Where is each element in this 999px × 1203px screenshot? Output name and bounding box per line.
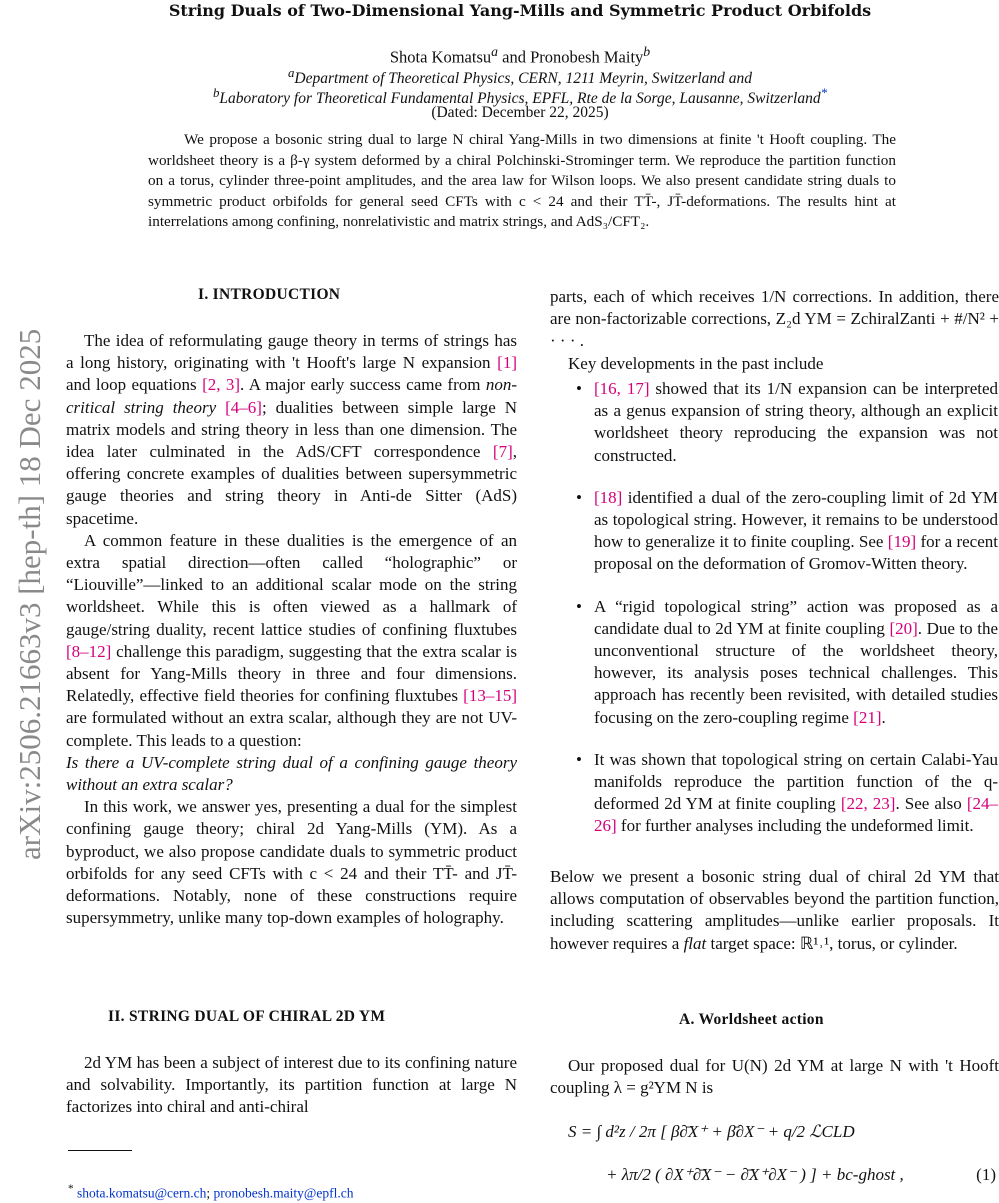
bullet-icon: • — [576, 749, 582, 769]
emphasis: flat — [683, 933, 707, 953]
right-column-below — [550, 866, 999, 955]
list-item: • [16, 17] showed that its 1/N expansion can be interpreted as a genus expansion of string theory, although an explicit worldsheet theory reproducing the expansion was not constructed. — [576, 379, 999, 465]
bullet-icon: • — [576, 487, 582, 507]
right-column-top — [550, 286, 999, 375]
equation-number: (1) — [976, 1165, 996, 1184]
paragraph: The idea of reformulating gauge theory in terms of strings has a long history, originating with 't Hooft's large N expansion [1] and loop equations [2, 3]. A major early success came from non-critical string theory [4–6]; dualities between simple large N matrix models and string theory in less than one dimension. The idea later culminated in the AdS/CFT correspondence [7], offering concrete examples of dualities between supersymmetric gauge theories and string theory in Anti-de Sitter (AdS) spacetime. — [66, 331, 517, 528]
affil-mark: a — [491, 44, 498, 59]
citation-link[interactable]: [18] — [594, 487, 623, 507]
citation-link[interactable]: [22, 23] — [840, 794, 896, 814]
bullet-list — [576, 378, 998, 858]
paragraph: 2d YM has been a subject of interest due to its confining nature and solvability. Importantly, its partition function at large N factorizes into chiral and anti-chiral — [66, 1053, 517, 1117]
equation-line: S = ∫ d²z / 2π [ β∂̄X⁺ + β̄∂X⁻ + q/2 ℒCLD — [568, 1122, 855, 1141]
author-and: and — [502, 47, 526, 67]
list-item: • [18] identified a dual of the zero-coupling limit of 2d YM as topological string. However, it remains to be understood how to generalize it to finite coupling. See [19] for a recent proposal on the deformation of Gromov-Witten theory. — [576, 487, 998, 574]
affiliation-text: Department of Theoretical Physics, CERN, 1211 Meyrin, Switzerland and — [294, 70, 753, 88]
citation-link[interactable]: [21] — [853, 707, 882, 727]
abstract: We propose a bosonic string dual to large N chiral Yang-Mills in two dimensions at finite 't Hooft coupling. The worldsheet theory is a β-γ system deformed by a chiral Polchinski-Strominger term. We reproduce the partition function on a torus, cylinder three-point amplitudes, and the area law for Wilson loops. We also present candidate string duals to symmetric product orbifolds for general seed CFTs with c < 24 and their TT̄-, JT̄-deformations. The results hint at interrelations among confining, nonrelativistic and matrix strings, and AdS₃/CFT₂. — [148, 131, 896, 230]
paragraph: Our proposed dual for U(N) 2d YM at large N with 't Hooft coupling λ = g²YM N is — [550, 1056, 999, 1098]
footnote-rule — [68, 1150, 132, 1151]
citation-link[interactable]: [2, 3] — [202, 375, 241, 395]
bullet-icon: • — [576, 596, 582, 616]
left-column-section2 — [66, 1052, 517, 1119]
left-column — [66, 330, 517, 929]
equation-line: + λπ/2 ( ∂X⁺∂̄X⁻ − ∂̄X⁺∂X⁻ ) ] + bc-ghost , — [606, 1165, 904, 1184]
paragraph: Below we present a bosonic string dual of chiral 2d YM that allows computation of observables beyond the partition function, including scattering amplitudes—unlike earlier proposals. It however requires a flat target space: ℝ¹˒¹, torus, or cylinder. — [550, 867, 999, 953]
list-item: • A “rigid topological string” action was proposed as a candidate dual to 2d YM at finite coupling [20]. Due to the unconventional structure of the worldsheet theory, however, its analysis poses technical challenges. This approach has recently been revisited, with detailed studies focusing on the zero-coupling regime [21]. — [576, 596, 998, 727]
footnote-star-link[interactable]: * — [820, 85, 828, 100]
author-name: Shota Komatsu — [389, 47, 492, 67]
bullet-icon: • — [576, 379, 582, 398]
citation-link[interactable]: [4–6] — [225, 397, 262, 417]
citation-link[interactable]: [20] — [889, 618, 918, 638]
citation-link[interactable]: [1] — [497, 353, 517, 373]
affil-mark: b — [643, 44, 651, 59]
footnote-star: * — [68, 1183, 74, 1195]
section-heading: II. STRING DUAL OF CHIRAL 2D YM — [108, 1008, 386, 1025]
paragraph: parts, each of which receives 1/N corrections. In addition, there are non-factorizable corrections, Z₂d YM = ZchiralZanti + #/N² + · · · . — [550, 287, 999, 351]
paragraph: In this work, we answer yes, presenting a dual for the simplest confining gauge theory; chiral 2d Yang-Mills (YM). As a byproduct, we also propose candidate duals to symmetric product orbifolds for any seed CFTs with c < 24 and their TT̄- and JT̄-deformations. Notably, none of these constructions require supersymmetry, unlike many top-down examples of holography. — [66, 797, 517, 928]
section-heading: I. INTRODUCTION — [198, 286, 341, 303]
email-link[interactable]: pronobesh.maity@epfl.ch — [213, 1185, 354, 1201]
affil-mark: b — [212, 85, 220, 100]
paragraph: Key developments in the past include — [568, 353, 824, 373]
affil-mark: a — [287, 65, 295, 80]
paragraph: A common feature in these dualities is the emergence of an extra spatial direction—often called “holographic” or “Liouville”—linked to an additional scalar mode on the string worldsheet. While this is often viewed as a hallmark of gauge/string duality, recent lattice studies of confining fluxtubes [8–12] challenge this paradigm, suggesting that the extra scalar is absent for Yang-Mills theory in three and four dimensions. Relatedly, effective field theories for confining fluxtubes [13–15] are formulated without an extra scalar, although they are not UV-complete. This leads to a question: — [66, 530, 517, 750]
author-name: Pronobesh Maity — [530, 47, 644, 67]
action-intro — [550, 1055, 999, 1099]
paper-title: String Duals of Two-Dimensional Yang-Mills and Symmetric Product Orbifolds — [168, 1, 872, 20]
list-item: • It was shown that topological string on certain Calabi-Yau manifolds reproduce the partition function of the q-deformed 2d YM at finite coupling [22, 23]. See also [24–26] for further analyses including the undeformed limit. — [576, 749, 998, 836]
subsection-heading: A. Worldsheet action — [679, 1011, 824, 1028]
date-line: (Dated: December 22, 2025) — [431, 104, 609, 121]
equation-1 — [560, 1110, 998, 1200]
email-link[interactable]: shota.komatsu@cern.ch — [77, 1185, 207, 1201]
footnote: * shota.komatsu@cern.ch; pronobesh.maity@epfl.ch — [68, 1183, 354, 1201]
citation-link[interactable]: [16, 17] — [594, 379, 650, 398]
citation-link[interactable]: [19] — [887, 532, 917, 552]
citation-link[interactable]: [13–15] — [463, 686, 517, 706]
citation-link[interactable]: [8–12] — [66, 641, 112, 661]
emphasis: non-critical string theory — [66, 375, 517, 417]
arxiv-identifier: arXiv:2506.21663v3 [hep-th] 18 Dec 2025 — [12, 328, 47, 860]
citation-link[interactable]: [7] — [492, 442, 513, 462]
question-text: Is there a UV-complete string dual of a confining gauge theory without an extra scalar? — [66, 752, 517, 795]
citation-link[interactable]: [24–26] — [594, 794, 998, 836]
affiliation-text: Laboratory for Theoretical Fundamental Physics, EPFL, Rte de la Sorge, Lausanne, Switzerland — [219, 90, 821, 108]
